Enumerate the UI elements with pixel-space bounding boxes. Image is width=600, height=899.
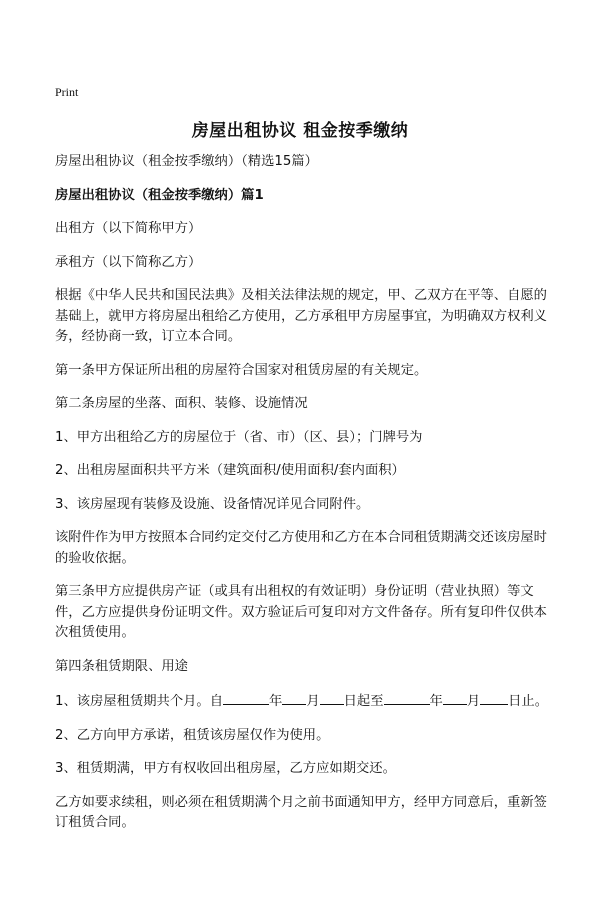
- term-day-start: 日起至: [343, 694, 384, 709]
- paragraph-usage: 2、乙方向甲方承诺，租赁该房屋仅作为使用。: [55, 727, 330, 743]
- term-suffix: 日止。: [508, 694, 548, 709]
- paragraph-item-location: 1、甲方出租给乙方的房屋位于（省、市）（区、县）；门牌号为: [55, 429, 423, 445]
- paragraph-article-2: 第二条房屋的坐落、面积、装修、设施情况: [55, 396, 308, 411]
- document-body: [55, 152, 550, 847]
- paragraph-article-1: 第一条甲方保证所出租的房屋符合国家对租赁房屋的有关规定。: [55, 362, 428, 378]
- blank-line: [480, 690, 508, 705]
- blank-line: [443, 690, 467, 705]
- term-year: 年: [269, 694, 283, 709]
- paragraph-lessee: 承租方（以下简称乙方）: [55, 254, 202, 270]
- term-month-end: 月: [466, 694, 481, 709]
- blank-line: [384, 690, 430, 705]
- paragraph-lessor: 出租方（以下简称甲方）: [55, 221, 202, 236]
- paragraph-preamble: 根据《中华人民共和国民法典》及相关法律法规的规定，甲、乙双方在平等、自愿的基础上，就甲方将房屋出租给乙方使用，乙方承租甲方房屋事宜，为明确双方权利义务，经协商一致，订立本合同。: [55, 288, 547, 344]
- document-title: 房屋出租协议 租金按季缴纳: [191, 121, 409, 141]
- blank-line: [320, 690, 344, 705]
- term-year-end: 年: [429, 694, 443, 709]
- print-link[interactable]: Print: [55, 85, 79, 99]
- paragraph-term-clause: [55, 690, 550, 713]
- document-subtitle: 房屋出租协议（租金按季缴纳）（精选15篇）: [55, 154, 318, 169]
- paragraph-item-facilities: 3、该房屋现有装修及设施、设备情况详见合同附件。: [55, 496, 370, 512]
- blank-line: [223, 690, 269, 705]
- paragraph-return: 3、租赁期满，甲方有权收回出租房屋，乙方应如期交还。: [55, 761, 396, 776]
- paragraph-article-4: 第四条租赁期限、用途: [55, 658, 188, 674]
- paragraph-article-3: 第三条甲方应提供房产证（或具有出租权的有效证明）身份证明（营业执照）等文件，乙方应提供身份证明文件。双方验证后可复印对方文件备存。所有复印件仅供本次租赁使用。: [55, 584, 547, 640]
- term-prefix: 1、该房屋租赁期共个月。自: [55, 694, 224, 709]
- blank-line: [282, 690, 306, 705]
- paragraph-attachment: 该附件作为甲方按照本合同约定交付乙方使用和乙方在本合同租赁期满交还该房屋时的验收依据。: [55, 530, 547, 566]
- term-month: 月: [306, 694, 320, 709]
- paragraph-item-area: 2、出租房屋面积共平方米（建筑面积/使用面积/套内面积）: [55, 463, 405, 478]
- paragraph-renewal: 乙方如要求续租，则必须在租赁期满个月之前书面通知甲方，经甲方同意后，重新签订租赁合同。: [55, 794, 547, 830]
- section-title: 房屋出租协议（租金按季缴纳）篇1: [55, 187, 264, 203]
